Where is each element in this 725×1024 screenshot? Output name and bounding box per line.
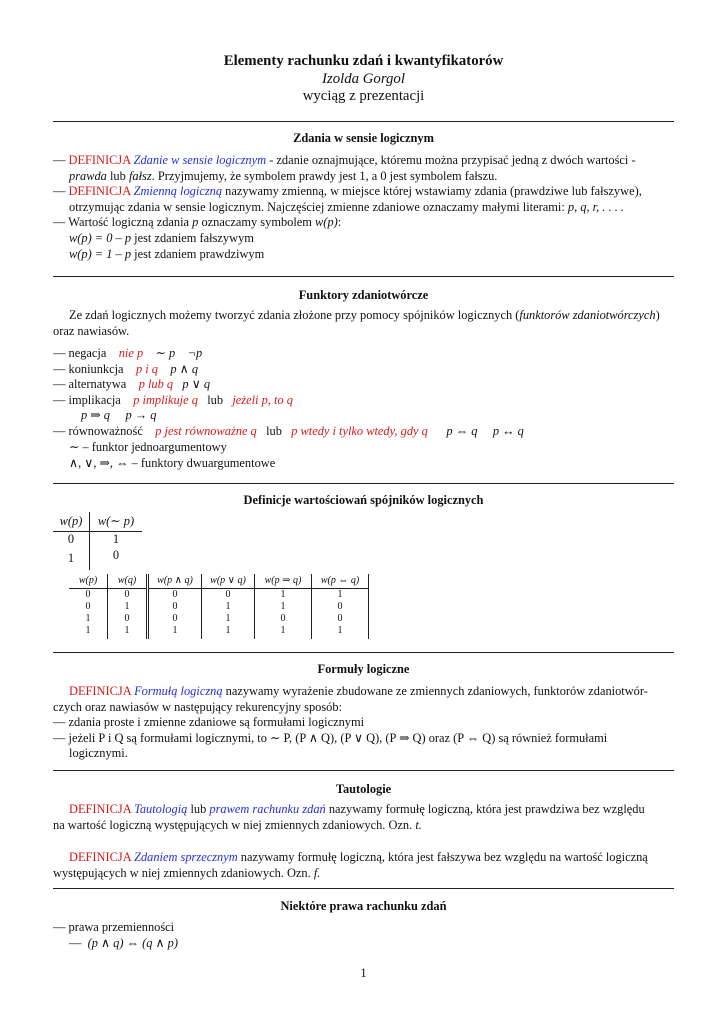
list-item: — jeżeli P i Q są formułami logicznymi, to ∼ P, (P ∧ Q), (P ∨ Q), (P ⇒ Q) oraz (P ⇔ Q) są również formułami bbox=[53, 730, 608, 745]
list-item: — koniunkcja p i q p ∧ q bbox=[53, 361, 199, 376]
list-item: — implikacja p implikuje q lub jeżeli p, to q bbox=[53, 392, 293, 407]
section-body: — prawa przemienności — (p ∧ q) ⇔ (q ∧ p) bbox=[53, 920, 674, 951]
section-divider bbox=[53, 770, 674, 771]
page-number: 1 bbox=[360, 966, 367, 980]
definition-label: DEFINICJA bbox=[69, 684, 131, 698]
section-body: Ze zdań logicznych możemy tworzyć zdania złożone przy pomocy spójników logicznych (funktorów zdaniotwórczych) oraz nawiasów. bbox=[53, 308, 660, 338]
defined-term: Formułą logiczną bbox=[134, 684, 223, 698]
section-body: — DEFINICJA Zdanie w sensie logicznym - zdanie oznajmujące, któremu można przypisać jedną z dwóch wartości - prawda lub fałsz. Przyjmujemy, że symbolem prawdy jest 1, a 0 jest symbolem fałszu. — DEFINICJA Zmienną logiczną nazywamy zmienną, w miejsce której wstawiamy zdania (prawdziwe lub fałszywe), otrzymując zdania w sensie logicznym. Najczęściej zmienne zdaniowe oznaczamy małymi literami: p, q, r, . . . . — Wartość logiczną zdania p oznaczamy symbolem w(p): w(p) = 0 – p jest zdaniem fałszywym w(p) = 1 – p jest zdaniem prawdziwym bbox=[53, 153, 642, 261]
document-title: Elementy rachunku zdań i kwantyfikatorów bbox=[223, 53, 504, 69]
list-item: — prawa przemienności bbox=[53, 920, 175, 934]
section-divider bbox=[53, 888, 674, 889]
list-item: — negacja nie p ∼ p ¬p bbox=[53, 346, 203, 360]
defined-term: Zdaniem sprzecznym bbox=[134, 850, 238, 865]
connectives-list: — negacja nie p ∼ p ¬p — koniunkcja p i q p ∧ q — alternatywa p lub q p ∨ q — implikacja p implikuje q lub jeżeli p, to q p ⇒ q p → q — równoważność p jest równoważne q lub p wtedy i tylko wtedy, gdy q p ⇔ q p ↔ q bbox=[53, 346, 674, 440]
section-divider bbox=[53, 652, 674, 653]
defined-term: Tautologią bbox=[134, 802, 188, 816]
section-divider bbox=[53, 121, 674, 122]
list-item: — równoważność p jest równoważne q lub p wtedy i tylko wtedy, gdy q p ⇔ q p ↔ q bbox=[53, 423, 524, 438]
section-heading: Niektóre prawa rachunku zdań bbox=[280, 899, 447, 913]
section-heading: Funktory zdaniotwórcze bbox=[298, 288, 429, 302]
section-divider bbox=[53, 276, 674, 277]
defined-term: Zdanie w sensie logicznym bbox=[133, 153, 267, 167]
table-row: 1 0 0 1 0 0 bbox=[69, 613, 369, 625]
defined-term: prawem rachunku zdań bbox=[209, 802, 326, 816]
table-row: 1 1 1 1 1 1 bbox=[69, 625, 369, 639]
definition-label: DEFINICJA bbox=[69, 850, 131, 865]
section-heading: Formuły logiczne bbox=[317, 662, 410, 676]
document-author: Izolda Gorgol bbox=[322, 71, 405, 87]
definition-label: DEFINICJA bbox=[68, 184, 131, 199]
truth-table-binary: w(p) w(q) w(p ∧ q) w(p ∨ q) w(p ⇒ q) w(p ⇔ q) 0 0 0 0 1 1 0 1 0 1 1 0 1 0 0 1 0 0 1 1 1 1 1 1 bbox=[69, 574, 369, 639]
document-subtitle: wyciąg z prezentacji bbox=[302, 88, 425, 104]
table-row: 0 0 0 0 1 1 bbox=[69, 589, 369, 602]
section-body: DEFINICJA Tautologią lub prawem rachunku zdań nazywamy formułę logiczną, która jest prawdziwa bez względu na wartość logiczną występujących w niej zmiennych zdaniowych. Ozn. t. DEFINICJA Zdaniem sprzecznym nazywamy formułę logiczną, która jest fałszywa bez względu na wartość logiczną występujących w niej zmiennych zdaniowych. Ozn. f. bbox=[53, 802, 648, 880]
section-heading: Zdania w sensie logicznym bbox=[293, 131, 434, 145]
table-row: 0 1 0 1 1 0 bbox=[69, 601, 369, 613]
section-divider bbox=[53, 483, 674, 484]
section-body: DEFINICJA Formułą logiczną nazywamy wyrażenie zbudowane ze zmiennych zdaniowych, funktorów zdaniotwór- czych oraz nawiasów w następujący rekurencyjny sposób: — zdania proste i zmienne zdaniowe są formułami logicznymi — jeżeli P i Q są formułami logicznymi, to ∼ P, (P ∧ Q), (P ∨ Q), (P ⇒ Q) oraz (P ⇔ Q) są również formułami logicznymi. bbox=[53, 684, 674, 762]
definition-label: DEFINICJA bbox=[69, 802, 131, 816]
list-item: — alternatywa p lub q p ∨ q bbox=[53, 377, 211, 392]
truth-table-negation: w(p) w(∼ p) 0 1 1 0 bbox=[53, 512, 142, 570]
definition-label: DEFINICJA bbox=[68, 153, 131, 167]
section-heading: Definicje wartościowań spójników logicznych bbox=[243, 493, 484, 507]
list-item: — zdania proste i zmienne zdaniowe są formułami logicznymi bbox=[53, 715, 365, 730]
defined-term: Zmienną logiczną bbox=[133, 184, 223, 199]
section-heading: Tautologie bbox=[335, 782, 392, 796]
